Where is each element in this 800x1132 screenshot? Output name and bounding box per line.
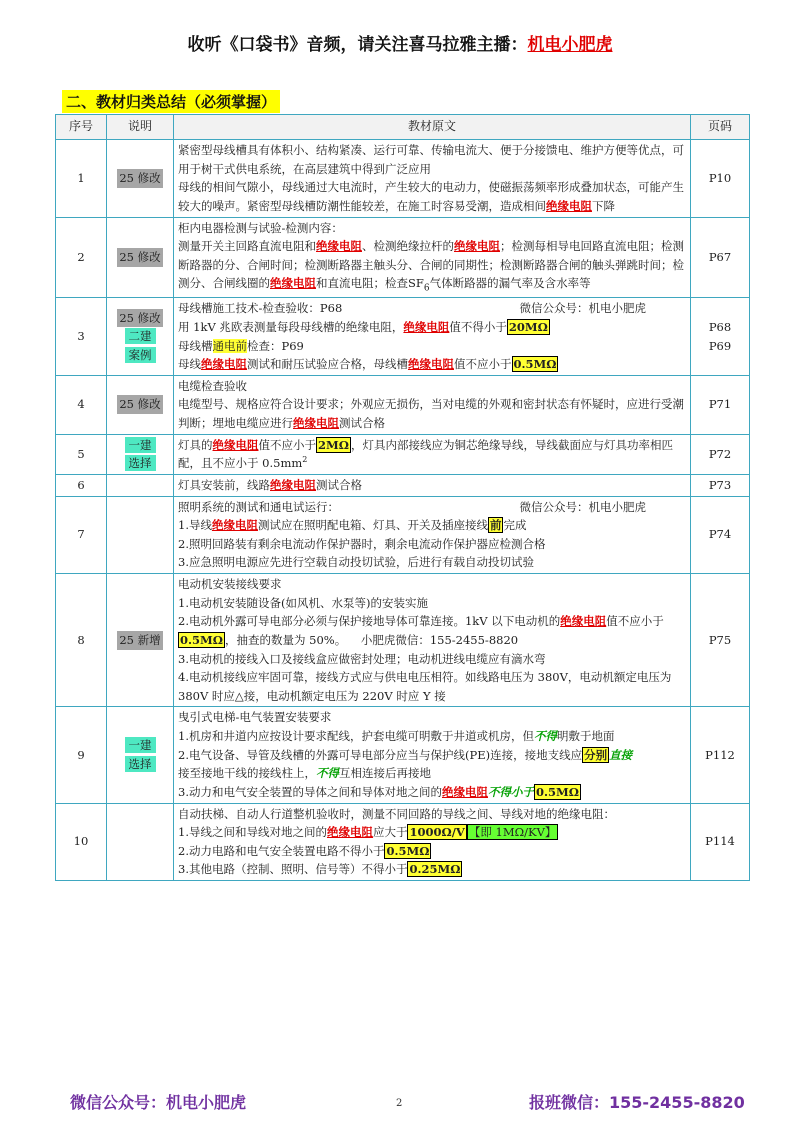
value-box: 0.5MΩ xyxy=(386,843,430,858)
text-span: 电缆检查验收 xyxy=(178,378,247,393)
text-span: 值不应小于 xyxy=(454,357,512,372)
row-page: P112 xyxy=(691,707,750,803)
text-span: 2.照明回路装有剩余电流动作保护器时，剩余电流动作保护器应检测合格 xyxy=(178,536,546,551)
green-keyword: 直接 xyxy=(609,747,633,762)
row-text xyxy=(174,803,691,881)
table-row xyxy=(56,140,750,218)
text-span: 4.电动机接线应牢固可靠，接线方式应与供电电压相符。如线路电压为 380V，电动机额定电压为 380V 时应△接，电动机额定电压为 220V 时应 Y 接 xyxy=(178,670,672,703)
keyword: 绝缘电阻 xyxy=(403,319,450,334)
green-value-box: 【即 1MΩ/KV】 xyxy=(468,825,557,840)
keyword: 绝缘电阻 xyxy=(546,198,592,213)
row-page: P71 xyxy=(691,375,750,434)
text-span: 电缆型号、规格应符合设计要求；外观应无损伤，当对电缆的外观和密封状态有怀疑时，应进行受潮判断；埋地电缆应进行 xyxy=(178,397,684,430)
text-span: 用 1kV 兆欧表测量每段母线槽的绝缘电阻， xyxy=(178,319,404,334)
row-page: P114 xyxy=(691,803,750,881)
header-host-name: 机电小肥虎 xyxy=(527,35,613,55)
text-span: 值不得小于 xyxy=(449,319,507,334)
text-span: 电动机安装接线要求 xyxy=(178,577,282,591)
row-note xyxy=(107,217,174,298)
row-text xyxy=(174,298,691,376)
row-note xyxy=(107,434,174,474)
note-badge: 25 修改 xyxy=(117,395,162,414)
keyword: 绝缘电阻 xyxy=(560,614,607,629)
keyword: 绝缘电阻 xyxy=(326,825,373,840)
value-box: 2MΩ xyxy=(318,437,349,452)
text-span: 母线 xyxy=(178,357,201,372)
page-ref: P69 xyxy=(708,338,732,353)
text-span: 柜内电器检测与试验-检测内容： xyxy=(178,220,343,235)
table-row xyxy=(56,298,750,376)
note-badge: 选择 xyxy=(125,756,156,772)
note-badge: 一建 xyxy=(125,437,156,453)
col-header-page: 页码 xyxy=(691,115,750,140)
text-span: 2.动力电路和电气安全装置电路不得小于 xyxy=(178,843,385,858)
table-row xyxy=(56,434,750,474)
note-badge: 案例 xyxy=(125,347,156,363)
note-badge: 25 修改 xyxy=(117,309,162,328)
text-span: 灯具的 xyxy=(178,437,213,452)
footer-left: 微信公众号：机电小肥虎 xyxy=(70,1093,247,1112)
note-badge: 25 修改 xyxy=(117,169,162,188)
green-keyword: 不得小于 xyxy=(487,784,534,799)
row-note xyxy=(107,496,174,574)
table-row xyxy=(56,375,750,434)
row-text xyxy=(174,434,691,474)
row-note xyxy=(107,574,174,707)
col-header-text: 教材原文 xyxy=(174,115,691,140)
row-text xyxy=(174,707,691,803)
wechat-note: 微信公众号：机电小肥虎 xyxy=(519,301,646,316)
text-span: ；检测每相导电回路直流电阻；检测断路器的分、合闸时间；检测断路器主触头分、合闸的同期性；检测断路器合闸的触头弹跳时间；检测分、合闸线圈的 xyxy=(178,239,684,291)
text-span: 1.电动机安装随设备(如风机、水泵等)的安装实施 xyxy=(178,595,428,610)
table-header-row xyxy=(56,115,750,140)
text-span: 值不应小于 xyxy=(606,614,664,629)
table-row xyxy=(56,474,750,496)
row-page: P10 xyxy=(691,140,750,218)
row-page: P74 xyxy=(691,496,750,574)
row-num: 8 xyxy=(56,574,107,707)
highlight: 通电前 xyxy=(212,338,247,353)
text-span: 3.其他电路（控制、照明、信号等）不得小于 xyxy=(178,862,408,877)
section-title: 二、教材归类总结（必须掌握） xyxy=(62,90,280,113)
text-span: 明敷于地面 xyxy=(556,729,615,743)
text-span: ，灯具内部接线应为铜芯绝缘导线，导线截面应与灯具功率相匹配，且不应小于 0.5mm xyxy=(178,437,673,471)
keyword: 绝缘电阻 xyxy=(316,239,362,254)
text-span: 母线的相间气隙小，母线通过大电流时，产生较大的电动力，使磁振荡频率形成叠加状态，可能产生较大的噪声。紧密型母线槽防潮性能较差，在施工时容易受潮，造成相间 xyxy=(178,180,684,213)
row-num: 7 xyxy=(56,496,107,574)
text-span: 互相连接后再接地 xyxy=(339,766,431,781)
text-span: 3.动力和电气安全装置的导体之间和导体对地之间的 xyxy=(178,784,442,799)
keyword: 绝缘电阻 xyxy=(211,518,258,533)
row-num: 2 xyxy=(56,217,107,298)
text-span: 气体断路器的漏气率及含水率等 xyxy=(429,276,591,291)
row-num: 5 xyxy=(56,434,107,474)
keyword: 绝缘电阻 xyxy=(454,239,500,254)
table-row xyxy=(56,803,750,881)
text-span: 测试合格 xyxy=(316,477,362,492)
row-text xyxy=(174,217,691,298)
note-badge: 二建 xyxy=(125,328,156,344)
row-text xyxy=(174,375,691,434)
keyword: 绝缘电阻 xyxy=(293,416,339,430)
value-box: 1000Ω/V xyxy=(409,825,465,840)
text-span: 测量开关主回路直流电阻和 xyxy=(178,239,316,254)
green-keyword: 不得 xyxy=(316,766,339,781)
text-span: 1.导线之间和导线对地之间的 xyxy=(178,825,327,840)
row-note xyxy=(107,474,174,496)
value-box: 0.5MΩ xyxy=(535,784,579,799)
text-span: 2.电动机外露可导电部分必须与保护接地导体可靠连接。1kV 以下电动机的 xyxy=(178,614,561,629)
keyword: 绝缘电阻 xyxy=(441,784,488,799)
text-span: 自动扶梯、自动人行道整机验收时，测量不同回路的导线之间、导线对地的绝缘电阻： xyxy=(178,806,615,821)
row-page: P73 xyxy=(691,474,750,496)
text-span: 1.机房和井道内应按设计要求配线，护套电缆可明敷于井道或机房，但 xyxy=(178,729,534,743)
subscript: 6 xyxy=(423,283,430,294)
row-page xyxy=(691,298,750,376)
text-span: 完成 xyxy=(503,518,527,533)
keyword: 绝缘电阻 xyxy=(408,357,454,372)
wechat-note: 微信公众号：机电小肥虎 xyxy=(519,499,646,514)
text-span: 3.应急照明电源应先进行空载自动投切试验，后进行有载自动投切试验 xyxy=(178,555,534,570)
row-num: 10 xyxy=(56,803,107,881)
text-span: 母线槽 xyxy=(178,338,213,353)
row-note xyxy=(107,298,174,376)
summary-table xyxy=(55,114,750,881)
row-text xyxy=(174,474,691,496)
text-span: 照明系统的测试和通电试运行： xyxy=(178,499,339,514)
text-span: 测试和耐压试验应合格，母线槽 xyxy=(247,357,408,372)
text-span: 曳引式电梯-电气装置安装要求 xyxy=(178,710,332,725)
table-row xyxy=(56,574,750,707)
row-num: 3 xyxy=(56,298,107,376)
text-span: 测试合格 xyxy=(339,416,385,430)
text-span: 和直流电阻；检查SF xyxy=(316,276,424,291)
col-header-num: 序号 xyxy=(56,115,107,140)
row-page: P67 xyxy=(691,217,750,298)
row-num: 9 xyxy=(56,707,107,803)
row-note xyxy=(107,375,174,434)
footer-right: 报班微信：155-2455-8820 xyxy=(529,1093,745,1112)
row-num: 4 xyxy=(56,375,107,434)
text-span: ，抽查的数量为 50%。 xyxy=(224,632,347,647)
note-badge: 选择 xyxy=(125,455,156,471)
col-header-note: 说明 xyxy=(107,115,174,140)
keyword: 绝缘电阻 xyxy=(201,357,247,372)
row-text xyxy=(174,574,691,707)
value-box: 0.5MΩ xyxy=(180,632,223,647)
value-box: 前 xyxy=(489,518,502,533)
row-text xyxy=(174,140,691,218)
row-page: P72 xyxy=(691,434,750,474)
header-prefix: 收听《口袋书》音频，请关注喜马拉雅主播： xyxy=(187,35,528,55)
text-span: 、检测绝缘拉杆的 xyxy=(362,239,454,254)
note-badge: 25 新增 xyxy=(117,631,162,650)
keyword: 绝缘电阻 xyxy=(212,437,259,452)
row-note xyxy=(107,707,174,803)
value-box: 0.5MΩ xyxy=(513,357,557,372)
table-row xyxy=(56,217,750,298)
row-note xyxy=(107,140,174,218)
value-box: 0.25MΩ xyxy=(409,862,461,877)
page-header xyxy=(0,30,800,55)
note-badge: 一建 xyxy=(125,737,156,753)
text-span: 紧密型母线槽具有体积小、结构紧凑、运行可靠、传输电流大、便于分接馈电、维护方便等优点，可用于树干式供电系统，在高层建筑中得到广泛应用 xyxy=(178,143,684,176)
text-span: 值不应小于 xyxy=(258,437,316,452)
row-note xyxy=(107,803,174,881)
text-span: 3.电动机的接线入口及接线盒应做密封处理；电动机进线电缆应有滴水弯 xyxy=(178,651,546,666)
row-page: P75 xyxy=(691,574,750,707)
text-span: 母线槽施工技术-检查验收：P68 xyxy=(178,301,343,316)
superscript: 2 xyxy=(302,455,308,465)
value-box: 20MΩ xyxy=(508,319,548,334)
text-span: 灯具安装前，线路 xyxy=(178,477,270,492)
row-text xyxy=(174,496,691,574)
text-span: 应大于 xyxy=(372,825,408,840)
keyword: 绝缘电阻 xyxy=(270,276,316,291)
note-badge: 25 修改 xyxy=(117,248,162,267)
text-span: 1.导线 xyxy=(178,518,212,533)
green-keyword: 不得 xyxy=(533,729,557,743)
text-span: 下降 xyxy=(592,198,615,213)
wechat-note: 小肥虎微信：155-2455-8820 xyxy=(360,632,519,647)
row-num: 1 xyxy=(56,140,107,218)
text-span: 2.电气设备、导管及线槽的外露可导电部分应当与保护线(PE)连接，接地支线应 xyxy=(178,747,583,762)
value-box: 分别 xyxy=(584,747,608,762)
page-number: 2 xyxy=(396,1098,403,1109)
text-span: 检查：P69 xyxy=(247,338,304,353)
keyword: 绝缘电阻 xyxy=(270,477,316,492)
table-row xyxy=(56,496,750,574)
table-row xyxy=(56,707,750,803)
page-ref: P68 xyxy=(708,319,732,334)
text-span: 接至接地干线的接线柱上， xyxy=(178,766,316,781)
text-span: 测试应在照明配电箱、灯具、开关及插座接线 xyxy=(257,518,488,533)
row-num: 6 xyxy=(56,474,107,496)
